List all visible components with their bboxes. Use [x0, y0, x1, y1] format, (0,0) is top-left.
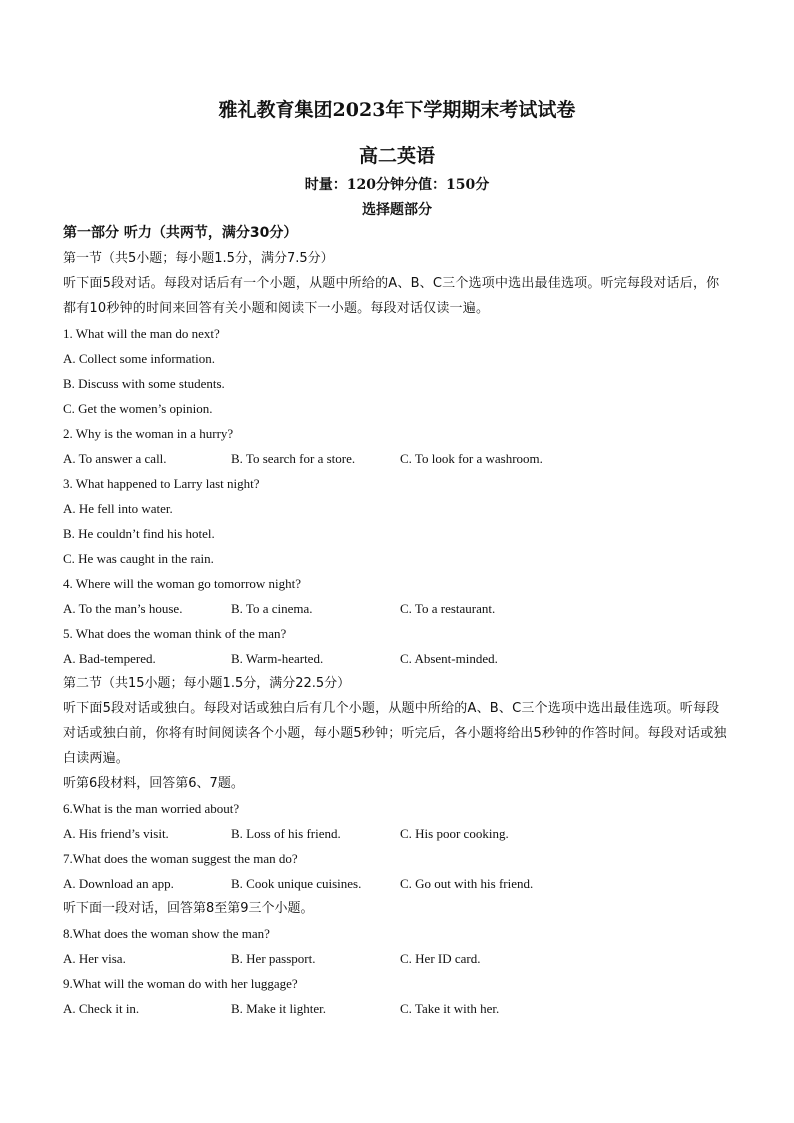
option-row [63, 946, 731, 971]
option-item: A. Her visa. [63, 951, 126, 966]
option-item: A. To answer a call. [63, 451, 167, 466]
option-item: A. Check it in. [63, 1001, 140, 1016]
section2-instructions: 听下面5段对话或独白。每段对话或独白后有几个小题，从题中所给的A、B、C三个选项中选出最佳选项。听每段对话或独白前，你将有时间阅读各个小题，每小题5秒钟；听完后，各小题将给出5秒钟的作答时间。每段对话或独白读两遍。 [63, 701, 727, 766]
group-intro: 听下面一段对话，回答第8至第9三个小题。 [63, 901, 314, 916]
option-item: B. He couldn’t find his hotel. [63, 526, 215, 541]
option-row [63, 446, 731, 471]
question-stem: 8.What does the woman show the man? [63, 926, 270, 941]
option-item: C. To a restaurant. [400, 601, 496, 616]
section2-heading: 第二节（共15小题；每小题1.5分，满分22.5分） [63, 676, 351, 691]
option-row [63, 646, 731, 671]
option-item: A. Bad-tempered. [63, 651, 156, 666]
section1-heading: 第一节（共5小题；每小题1.5分，满分7.5分） [63, 251, 334, 266]
option-item: B. Cook unique cuisines. [231, 876, 362, 891]
option-item: C. Her ID card. [400, 951, 481, 966]
question-stem: 7.What does the woman suggest the man do? [63, 851, 298, 866]
option-item: B. To search for a store. [231, 451, 356, 466]
option-item: C. He was caught in the rain. [63, 551, 214, 566]
section1-instructions: 听下面5段对话。每段对话后有一个小题，从题中所给的A、B、C三个选项中选出最佳选项。听完每段对话后，你都有10秒钟的时间来回答有关小题和阅读下一小题。每段对话仅读一遍。 [63, 276, 720, 316]
group-intro: 听第6段材料，回答第6、7题。 [63, 776, 244, 791]
option-item: A. Download an app. [63, 876, 174, 891]
option-item: B. To a cinema. [231, 601, 313, 616]
option-item: B. Discuss with some students. [63, 376, 225, 391]
option-item: B. Make it lighter. [231, 1001, 326, 1016]
subject-title: 高二英语 [358, 145, 435, 167]
option-item: C. Take it with her. [400, 1001, 500, 1016]
question-stem: 9.What will the woman do with her luggage? [63, 976, 298, 991]
option-row [63, 596, 731, 621]
question-stem: 1. What will the man do next? [63, 326, 220, 341]
option-row [63, 821, 731, 846]
option-item: C. Absent-minded. [400, 651, 498, 666]
option-item: C. To look for a washroom. [400, 451, 543, 466]
exam-title: 雅礼教育集团2023年下学期期末考试试卷 [218, 99, 576, 121]
option-item: A. He fell into water. [63, 501, 173, 516]
option-row [63, 996, 731, 1021]
exam-body [63, 221, 731, 1021]
option-row [63, 871, 731, 896]
option-item: A. To the man’s house. [63, 601, 183, 616]
option-item: A. Collect some information. [63, 351, 216, 366]
option-item: B. Loss of his friend. [231, 826, 341, 841]
question-stem: 4. Where will the woman go tomorrow night? [63, 576, 302, 591]
question-stem: 3. What happened to Larry last night? [63, 476, 260, 491]
question-stem: 5. What does the woman think of the man? [63, 626, 287, 641]
question-stem: 6.What is the man worried about? [63, 801, 240, 816]
option-item: C. Go out with his friend. [400, 876, 534, 891]
part1-heading: 第一部分 听力（共两节，满分30分） [63, 225, 298, 241]
option-item: C. His poor cooking. [400, 826, 509, 841]
option-item: B. Her passport. [231, 951, 316, 966]
option-item: B. Warm-hearted. [231, 651, 324, 666]
question-stem: 2. Why is the woman in a hurry? [63, 426, 234, 441]
section-type-label: 选择题部分 [362, 202, 432, 218]
option-item: A. His friend’s visit. [63, 826, 169, 841]
time-score-line: 时量：120分钟分值：150分 [304, 177, 490, 193]
option-item: C. Get the women’s opinion. [63, 401, 213, 416]
